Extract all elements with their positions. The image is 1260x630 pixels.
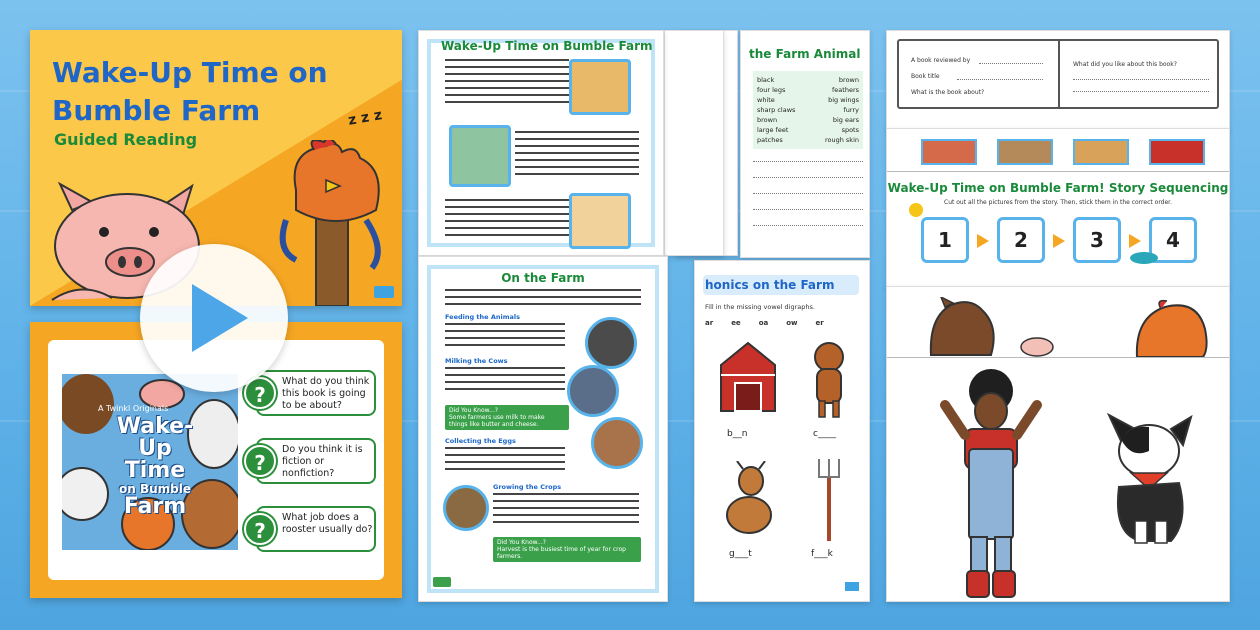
question-mark-icon: ?: [244, 445, 276, 477]
section-heading: Growing the Crops: [493, 483, 562, 491]
word: big wings: [828, 96, 859, 104]
writing-line: [1073, 79, 1209, 80]
sleeping-zzz: z z z: [346, 107, 384, 129]
story-picture: [569, 193, 631, 249]
bird-icon: [1127, 249, 1161, 265]
cow-icon: [807, 339, 851, 419]
cut-line: [887, 357, 1229, 358]
writing-line: [1073, 91, 1209, 92]
book-title-line: on Bumble: [119, 482, 191, 496]
rooster-illustration: [276, 140, 396, 306]
play-icon: [192, 284, 248, 352]
word-row: [757, 85, 859, 95]
arrow-right-icon: [1129, 234, 1141, 248]
word-blank: g___t: [729, 549, 752, 559]
open-book-frame: [897, 39, 1219, 109]
story-text: [515, 131, 639, 180]
did-you-know-box: [445, 405, 569, 430]
eggs-photo: [443, 485, 489, 531]
sequence-box: 2: [997, 217, 1045, 263]
digraph: ee: [731, 319, 741, 327]
question-mark-icon: ?: [244, 377, 276, 409]
book-cover-image: [62, 374, 238, 550]
chicken-photo: [591, 417, 643, 469]
digraph-list: [705, 319, 824, 327]
word-row: [757, 95, 859, 105]
word: sharp claws: [757, 106, 796, 114]
word-row: [757, 135, 859, 145]
farm-text: [493, 493, 639, 528]
sequence-picture: [997, 139, 1053, 165]
story-text: [445, 199, 569, 241]
pitchfork-icon: [817, 457, 841, 543]
word: black: [757, 76, 775, 84]
review-prompt: A book reviewed by: [911, 57, 971, 64]
section-heading: Feeding the Animals: [445, 313, 520, 321]
callout-text: Some farmers use milk to make things like butter and cheese.: [449, 414, 545, 428]
reading-page-title: Wake-Up Time on Bumble Farm: [441, 39, 653, 53]
logo-icon: [374, 286, 394, 298]
book-title-line: Time: [124, 458, 186, 483]
word: white: [757, 96, 775, 104]
phonics-sheet: [694, 260, 870, 602]
word: rough skin: [824, 136, 859, 144]
cows-photo: [585, 317, 637, 369]
character-cutouts-sheet: [886, 286, 1230, 602]
word-blank: b__n: [727, 429, 748, 439]
cover-title: Wake-Up Time on Bumble Farm: [52, 56, 328, 127]
question-text: What do you think this book is going to be about?: [282, 376, 370, 411]
sequencing-title: Wake-Up Time on Bumble Farm! Story Sequencing: [887, 181, 1229, 195]
story-text: [445, 59, 569, 108]
digraph: ow: [786, 319, 798, 327]
word-row: [757, 115, 859, 125]
sequence-box: 3: [1073, 217, 1121, 263]
farm-text: [445, 367, 565, 395]
writing-line: [753, 193, 863, 194]
page-edge: [664, 30, 724, 256]
horse-icon: [921, 297, 1001, 357]
word: furry: [843, 106, 859, 114]
farm-text: [445, 323, 565, 351]
word-blank: c____: [813, 429, 836, 439]
callout-heading: Did You Know...?: [449, 407, 498, 414]
sun-icon: [909, 203, 923, 217]
section-heading: Milking the Cows: [445, 357, 508, 365]
callout-heading: Did You Know...?: [497, 539, 546, 546]
book-review-sheet: [886, 30, 1230, 130]
word-grid: [753, 71, 863, 149]
writing-line: [753, 225, 863, 226]
word: large feet: [757, 126, 789, 134]
word-row: [757, 125, 859, 135]
story-picture: [569, 59, 631, 115]
question-mark-icon: ?: [244, 513, 276, 545]
book-title-line: Farm: [123, 494, 187, 519]
sequencing-instruction: Cut out all the pictures from the story. Then, stick them in the correct order.: [944, 199, 1172, 206]
book-title-line: Wake-Up: [116, 414, 194, 461]
question-card: [256, 506, 376, 552]
on-the-farm-page: [418, 256, 668, 602]
digraph: er: [815, 319, 824, 327]
question-text: What job does a rooster usually do?: [282, 512, 373, 535]
dog-illustration: [1101, 411, 1197, 545]
milking-photo: [567, 365, 619, 417]
arrow-right-icon: [977, 234, 989, 248]
book-byline: A Twinkl Originals: [98, 404, 169, 413]
piglet-icon: [1017, 335, 1057, 357]
digraph: oa: [758, 319, 769, 327]
barn-icon: [717, 339, 779, 413]
word: four legs: [757, 86, 786, 94]
question-text: Do you think it is fiction or nonfiction?: [282, 444, 363, 479]
farm-page-title: On the Farm: [501, 271, 585, 285]
arrow-right-icon: [1053, 234, 1065, 248]
question-card: [256, 370, 376, 416]
did-you-know-box: [493, 537, 641, 562]
writing-line: [957, 79, 1043, 80]
story-picture: [449, 125, 511, 187]
story-sequencing-sheet: [886, 128, 1230, 288]
word-row: [757, 105, 859, 115]
callout-text: Harvest is the busiest time of year for crop farmers.: [497, 546, 626, 560]
phonics-instruction: Fill in the missing vowel digraphs.: [705, 303, 815, 311]
word: spots: [841, 126, 859, 134]
farm-text: [445, 289, 641, 310]
sequence-box: 1: [921, 217, 969, 263]
sequence-picture: [921, 139, 977, 165]
book-title: [100, 416, 210, 518]
review-prompt: Book title: [911, 73, 940, 80]
question-card: [256, 438, 376, 484]
writing-line: [753, 209, 863, 210]
word-blank: f___k: [811, 549, 833, 559]
cover-subtitle: Guided Reading: [54, 130, 198, 149]
sequence-box: 4: [1149, 217, 1197, 263]
farm-text: [445, 447, 565, 475]
writing-line: [753, 177, 863, 178]
writing-line: [753, 161, 863, 162]
writing-line: [979, 63, 1043, 64]
word: patches: [757, 136, 783, 144]
word: brown: [838, 76, 859, 84]
section-heading: Collecting the Eggs: [445, 437, 516, 445]
cut-line: [887, 171, 1229, 172]
digraph: ar: [705, 319, 714, 327]
sequence-picture: [1073, 139, 1129, 165]
reading-page: [418, 30, 664, 256]
book-spine: [1058, 41, 1060, 107]
word: big ears: [832, 116, 859, 124]
review-prompt: What is the book about?: [911, 89, 985, 96]
farm-animal-word-mat: [740, 30, 870, 258]
logo-icon: [433, 577, 451, 587]
word: feathers: [832, 86, 859, 94]
phonics-title: honics on the Farm: [705, 278, 835, 292]
review-prompt: What did you like about this book?: [1073, 61, 1177, 68]
play-button[interactable]: [140, 244, 288, 392]
farmer-illustration: [931, 365, 1051, 599]
word: brown: [757, 116, 778, 124]
goat-icon: [719, 461, 779, 541]
hen-icon: [1131, 299, 1211, 357]
word-mat-title: the Farm Animal: [749, 47, 861, 61]
logo-icon: [845, 582, 859, 591]
word-row: [757, 75, 859, 85]
sequence-picture: [1149, 139, 1205, 165]
